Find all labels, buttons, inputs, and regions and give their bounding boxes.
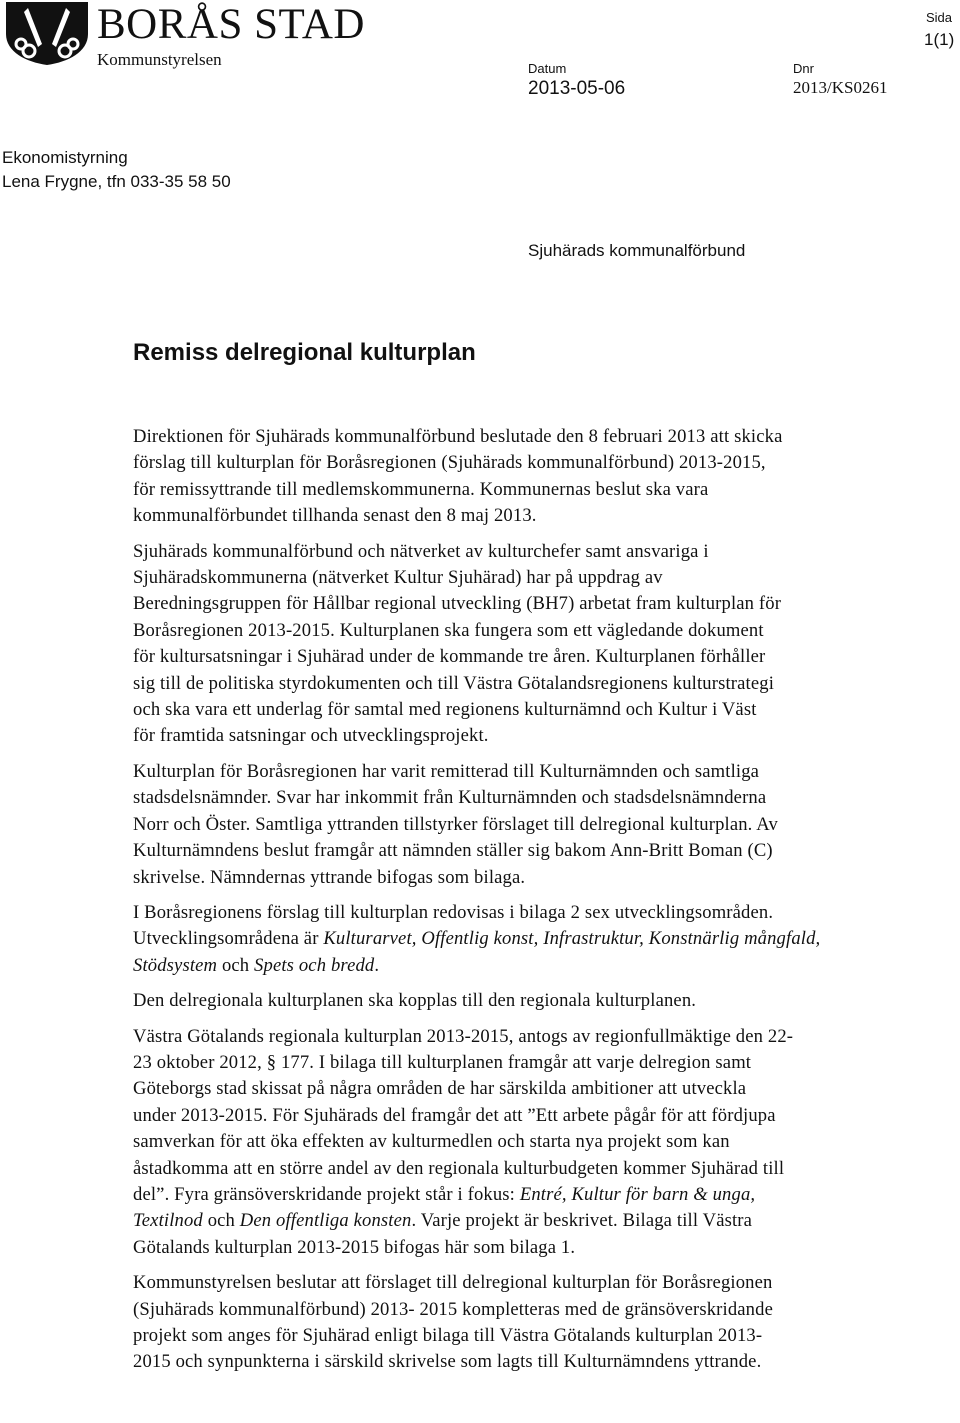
paragraph-3 [133,759,943,891]
text-line: Boråsregionen 2013-2015. Kulturplanen ska fungera som ett vägledande dokument [133,619,764,641]
text-line: Västra Götalands regionala kulturplan 2013-2015, antogs av regionfullmäktige den 22- [133,1025,794,1047]
text-line: Sjuhärads kommunalförbund och nätverket av kulturchefer samt ansvariga i [133,540,709,562]
paragraph-4 [133,900,943,979]
text-run: Utvecklingsområdena är [133,928,324,950]
date-label: Datum [528,61,567,76]
text-run: och [202,1210,240,1232]
text-line [133,926,943,952]
organization-name: BORÅS STAD [97,1,365,48]
page-count: 1(1) [924,30,955,49]
paragraph-2 [133,539,943,750]
text-line: samverkan för att öka effekten av kulturmedlen och starta nya projekt som kan [133,1131,730,1153]
text-line: Direktionen för Sjuhärads kommunalförbund beslutade den 8 februari 2013 att skicka [133,426,783,447]
italic-text-run: Kulturarvet, Offentlig konst, Infrastruktur, Konstnärlig mångfald, [323,928,821,950]
text-line: åstadkomma att en större andel av den regionala kulturbudgeten kommer Sjuhärad till [133,1157,785,1179]
organization-department: Kommunstyrelsen [97,50,222,69]
recipient: Sjuhärads kommunalförbund [528,241,746,260]
boras-coat-of-arms-logo [2,0,92,66]
text-line: Kulturnämndens beslut framgår att nämnden ställer sig bakom Ann-Britt Boman (C) [133,840,773,862]
text-run: och [217,954,255,976]
text-run: del”. Fyra gränsöverskridande projekt står i fokus: [133,1183,520,1205]
text-line: sig till de politiska styrdokumenten och till Västra Götalandsregionens kulturstrategi [133,672,775,694]
sender-department: Ekonomistyrning [2,148,128,167]
paragraph-7 [133,1270,943,1376]
text-line [133,1182,943,1208]
italic-text-run: Den offentliga konsten [239,1210,412,1232]
text-line: Kulturplan för Boråsregionen har varit remitterad till Kulturnämnden och samtliga [133,760,760,782]
text-line: Beredningsgruppen för Hållbar regional utveckling (BH7) arbetat fram kulturplan för [133,593,782,615]
italic-text-run: Spets och bredd [254,954,375,976]
date-value: 2013-05-06 [528,78,626,99]
text-line: och ska vara ett underlag för samtal med regionens kulturnämnd och Kultur i Väst [133,699,757,721]
paragraph-5 [133,988,943,1014]
text-line: för kultursatsningar i Sjuhärad under de kommande tre åren. Kulturplanen förhåller [133,646,766,668]
text-line: under 2013-2015. För Sjuhärads del framgår det att ”Ett arbete pågår för att fördjupa [133,1104,776,1126]
text-line [133,953,943,979]
document-body [133,424,943,1376]
sender-contact: Lena Frygne, tfn 033-35 58 50 [2,172,231,191]
text-line: (Sjuhärads kommunalförbund) 2013- 2015 kompletteras med de gränsöverskridande [133,1298,773,1320]
text-line: 23 oktober 2012, § 177. I bilaga till kulturplanen framgår att varje delregion samt [133,1051,752,1073]
text-line: Kommunstyrelsen beslutar att förslaget till delregional kulturplan för Boråsregionen [133,1272,773,1294]
text-line: projekt som anges för Sjuhärad enligt bilaga till Västra Götalands kulturplan 2013- [133,1325,763,1346]
text-line: för remissyttrande till medlemskommunerna. Kommunernas beslut ska vara [133,478,709,500]
text-line [133,1208,943,1234]
text-line: kommunalförbundet tillhanda senast den 8 maj 2013. [133,505,537,527]
italic-text-run: Stödsystem [133,954,218,976]
paragraph-6 [133,1024,943,1262]
text-line: Sjuhäradskommunerna (nätverket Kultur Sjuhärad) har på uppdrag av [133,567,663,589]
text-line: stadsdelsnämnder. Svar har inkommit från Kulturnämnden och stadsdelsnämnderna [133,787,767,809]
document-title: Remiss delregional kulturplan [133,339,476,366]
text-line: I Boråsregionens förslag till kulturplan redovisas i bilaga 2 sex utvecklingsområden. [133,901,774,923]
reference-number-value: 2013/KS0261 [793,78,888,97]
italic-text-run: Entré, Kultur för barn & unga, [519,1183,756,1205]
text-line: Den delregionala kulturplanen ska kopplas till den regionala kulturplanen. [133,990,697,1012]
text-line: förslag till kulturplan för Boråsregionen (Sjuhärads kommunalförbund) 2013-2015, [133,452,766,474]
italic-text-run: Textilnod [133,1210,203,1232]
page-label: Sida [926,10,953,25]
text-line: Götalands kulturplan 2013-2015 bifogas här som bilaga 1. [133,1236,576,1258]
text-line: skrivelse. Nämndernas yttrande bifogas som bilaga. [133,866,526,888]
reference-number-label: Dnr [793,61,814,76]
text-line: Norr och Öster. Samtliga yttranden tillstyrker förslaget till delregional kulturplan. Av [133,813,778,835]
text-run: . [374,954,380,976]
paragraph-1 [133,424,943,530]
text-line: Göteborgs stad skissat på några områden de har särskilda ambitioner att utveckla [133,1078,747,1100]
text-run: . Varje projekt är beskrivet. Bilaga till Västra [411,1210,753,1232]
text-line: för framtida satsningar och utvecklingsprojekt. [133,725,489,747]
text-line: 2015 och synpunkterna i särskild skrivelse som lagts till Kulturnämndens yttrande. [133,1351,762,1373]
